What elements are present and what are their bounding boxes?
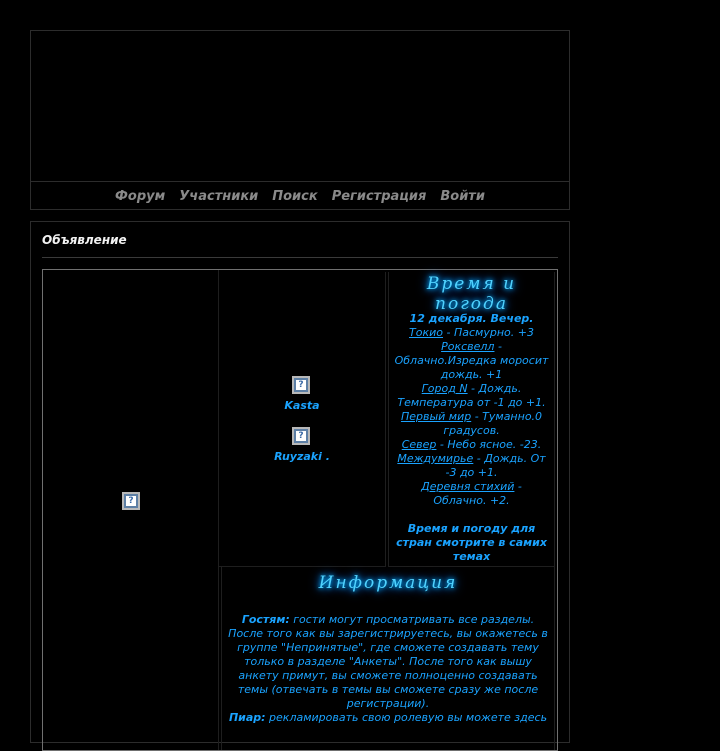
city-link-tokyo[interactable]: Токио (409, 326, 444, 339)
left-image-cell (43, 270, 219, 750)
users-cell (219, 272, 386, 567)
city-link-roxwell[interactable]: Роксвелл (441, 340, 495, 353)
city-link-elements-village[interactable]: Деревня стихий (421, 480, 515, 493)
nav-search-link[interactable]: Поиск (272, 188, 318, 204)
city-link-north[interactable]: Север (401, 438, 437, 451)
guests-label: Гостям: (241, 613, 290, 626)
nav-login-link[interactable]: Войти (440, 188, 485, 204)
user-link-kasta[interactable]: Kasta (284, 399, 320, 412)
nav-forum-link[interactable]: Форум (115, 188, 166, 204)
info-title: Информация (318, 573, 458, 593)
city-weather-elements-village: - Облачно. +2. (433, 480, 522, 507)
city-weather-interworld: - Дождь. От -3 до +1. (445, 452, 546, 479)
city-weather-north: - Небо ясное. -23. (436, 438, 542, 451)
divider (42, 257, 558, 258)
city-weather-city-n: - Дождь. Температура от -1 до +1. (397, 382, 546, 409)
info-text (222, 613, 554, 725)
user-avatar-kasta[interactable]: ? (292, 376, 310, 394)
announcement-table (42, 269, 558, 751)
weather-text (389, 312, 554, 564)
user-link-ruyzaki[interactable]: Ruyzaki . (274, 450, 330, 463)
city-weather-roxwell: - Облачно.Изредка моросит дождь. +1 (394, 340, 549, 381)
announcement-title: Объявление (42, 233, 127, 247)
main-nav (31, 181, 569, 210)
weather-footer: Время и погоду для стран смотрите в самих темах (396, 522, 547, 563)
forum-header (30, 30, 570, 210)
weather-cell (388, 272, 555, 567)
weather-date: 12 декабря. Вечер. (409, 312, 534, 325)
guests-text: гости могут просматривать все разделы. После того как вы зарегистрируетесь, вы окажетесь в группе "Непринятые", где сможете создавать тему только в разделе "Анкеты". После того как вышу анкету примут, вы сможете полноценно создавать темы (отвечать в темы вы сможете сразу же после регистрации). (228, 613, 548, 710)
city-weather-tokyo: - Пасмурно. +3 (443, 326, 534, 339)
city-link-interworld[interactable]: Междумирье (397, 452, 474, 465)
city-link-first-world[interactable]: Первый мир (400, 410, 472, 423)
nav-register-link[interactable]: Регистрация (331, 188, 427, 204)
announcement-section (30, 221, 570, 743)
broken-image-icon: ? (122, 492, 140, 510)
user-avatar-ruyzaki[interactable]: ? (292, 427, 310, 445)
weather-title: Время и погода (426, 274, 517, 314)
city-link-city-n[interactable]: Город N (421, 382, 468, 395)
city-weather-first-world: - Туманно.0 градусов. (443, 410, 543, 437)
pr-text: рекламировать свою ролевую вы можете здесь (265, 711, 548, 724)
info-cell (221, 567, 555, 750)
nav-members-link[interactable]: Участники (179, 188, 259, 204)
pr-label: Пиар: (228, 711, 266, 724)
